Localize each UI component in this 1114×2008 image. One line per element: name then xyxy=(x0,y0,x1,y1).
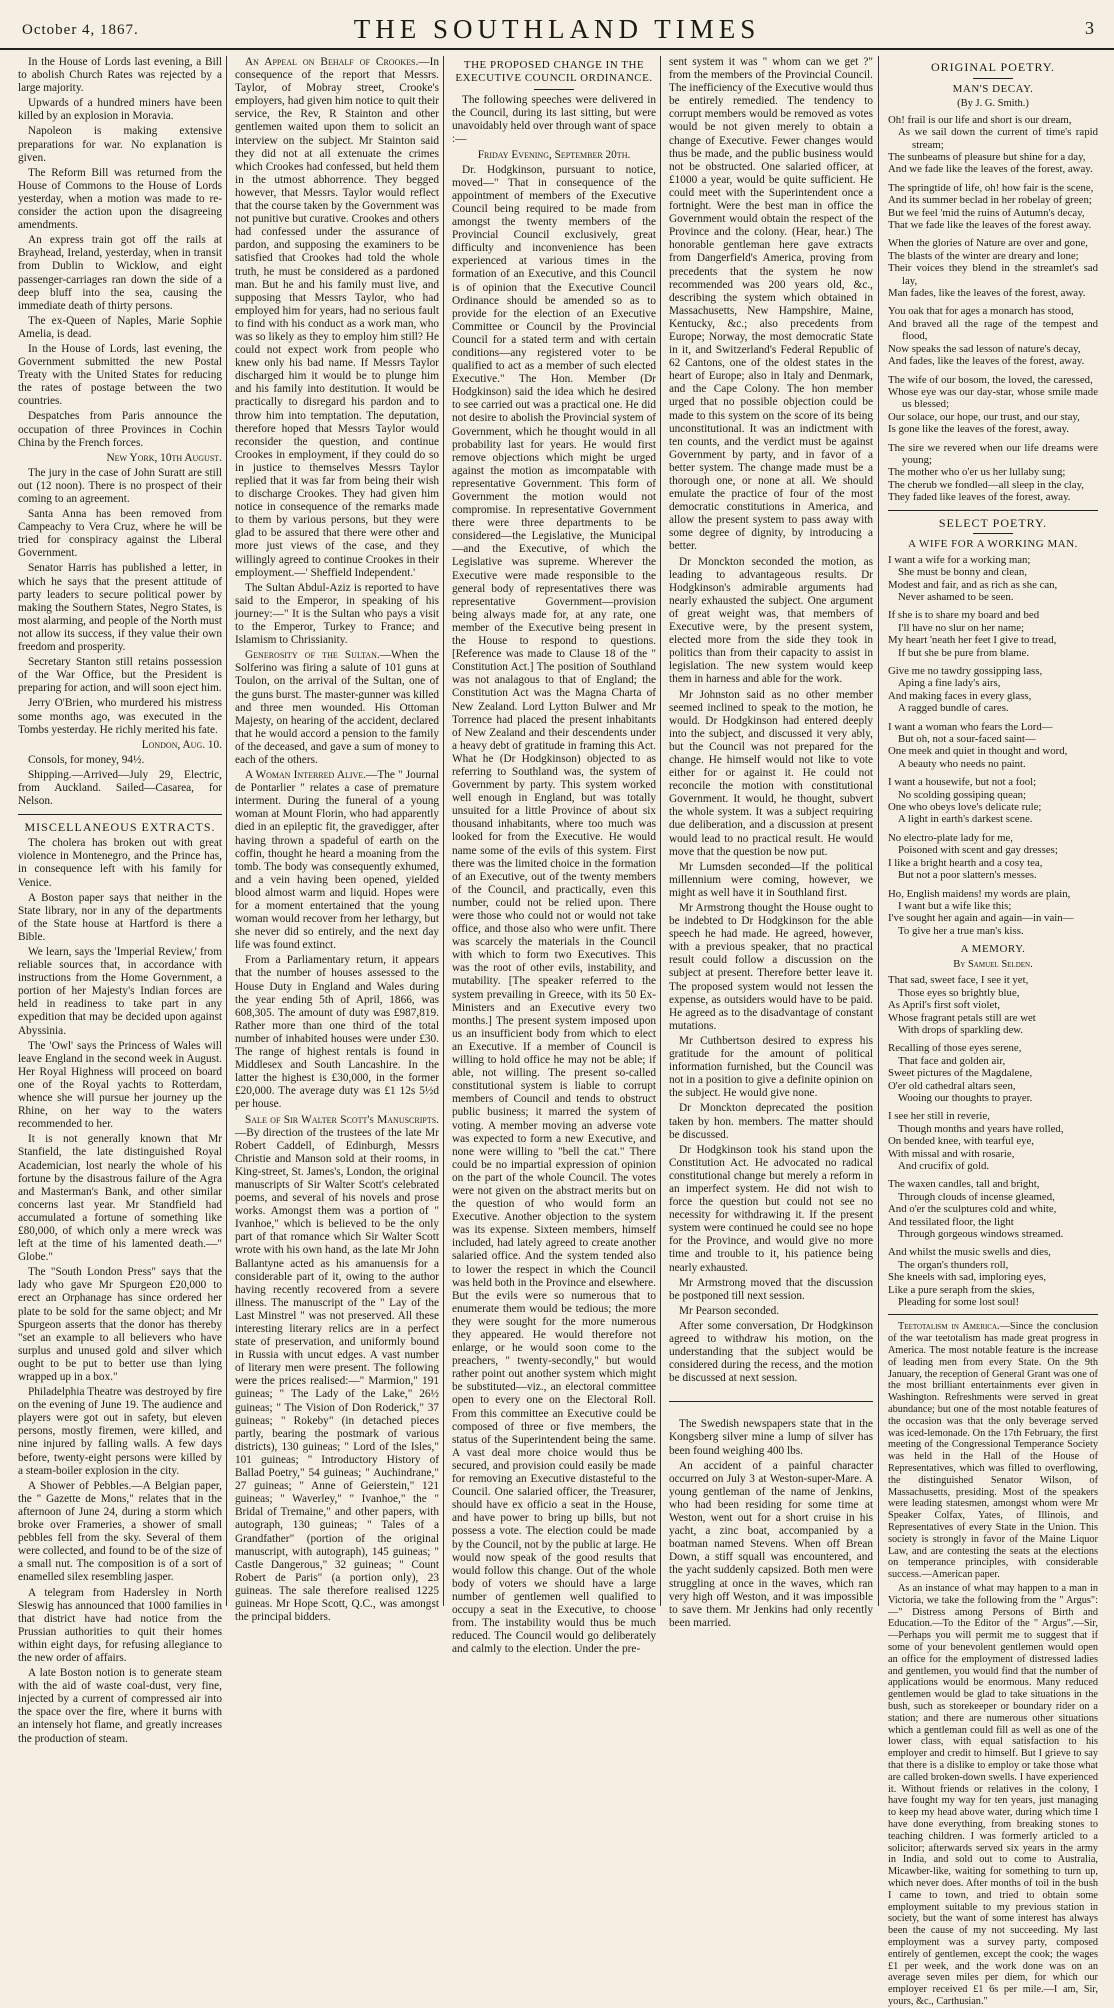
poem-line: Ho, English maidens! my words are plain, xyxy=(888,887,1071,900)
news-paragraph: After some conversation, Dr Hodgkinson agreed to withdraw his motion, on the understanding that the subject would be considered during the recess, and the motion be discussed at next session. xyxy=(669,1319,873,1385)
news-paragraph xyxy=(235,56,439,580)
column-rule xyxy=(443,56,444,1606)
section-heading: SELECT POETRY. xyxy=(938,515,1048,530)
poem-stanza xyxy=(888,554,1098,604)
poem-line: And making faces in every glass, xyxy=(888,689,1032,702)
item-text: —When the Solferino was firing a salute of 101 guns at Toulon, on the arrival of the Sultan, one of the guns burst. The master-gunner was killed and three men wounded. His Ottoman Majesty, on hearing of the accident, declared that he would accord a pension to the family of the deceased, and gave a sum of money to each of the others. xyxy=(235,649,439,766)
poem-line: With drops of sparkling dew. xyxy=(898,1023,1024,1036)
poem-line: I want a wife for a working man; xyxy=(888,553,1031,566)
news-paragraph: Mr Pearson seconded. xyxy=(679,1304,780,1317)
news-paragraph: A Shower of Pebbles.—A Belgian paper, the " Gazette de Mons," relates that in the afternoon of June 24, during a storm which broke over Frameries, a shower of small pebbles fell from the sky. Several of them were collected, and found to be of the size of a small nut. The composition is of a sort of enamelled silex resembling jasper. xyxy=(18,1479,222,1584)
poem-stanza xyxy=(888,609,1098,659)
news-paragraph: As an instance of what may happen to a man in Victoria, we take the following from the " Argus":—" Distress among Persons of Birth and Education.—To the Editor of the " Argus".—Sir,—Perhaps you will permit me to suggest that if some of your benevolent gentlemen would open an office for the employment of distressed ladies and gentlemen, you would find that the number of applications would be enormous. Many reduced gentlemen would be glad to take situations in the bush, such as storekeeper or boundary rider on a station; and there are numerous other situations which a gentleman could fill as well as one of the lower class, with equal satisfaction to his employer and credit to himself. But I grieve to say that there is a dislike to employ or take those what are called broken-down swells. I have experienced it. Without friends or relatives in the colony, I have fought my way for ten years, just managing to keep my head above water, during which time I have done everything, from breaking stones to teaching children. I was formerly articled to a solicitor; afterwards served six years in the army in India, and sold out to come to Australia, Micawber-like, waiting for something to turn up, which never does. After months of toil in the bush I came to town, and tried to obtain some employment suitable to my previous station in society, but the want of some interest has always been the cause of my not succeeding. My last employment was a survey party, composed entirely of gentlemen, except the cook; the wages £1 per week, and the work done was on an average seven miles per diem, for which our employer received £1 6s per mile.—I am, Sir, yours, &c., Carthusian." xyxy=(888,1583,1098,2007)
poem-title: A WIFE FOR A WORKING MAN. xyxy=(908,538,1078,551)
news-paragraph: An accident of a painful character occurred on July 3 at Weston-super-Mare. A young gentleman of the name of Jenkins, who had been residing for some time at Weston, went out for a short cruise in his yacht, a zinc boat, accompanied by a boatman named Stevens. When off Brean Down, a stiff squall was encountered, and the yacht suddenly capsized. Both men were struggling at once in the waves, which ran very high off Weston, and it was impossible to save them. Mr Jenkins had only recently been married. xyxy=(669,1459,873,1629)
poem-line: Though months and years have rolled, xyxy=(898,1122,1064,1135)
poem-line: And tessilated floor, the light xyxy=(888,1215,1014,1228)
item-text: —In consequence of the report that Messrs. Taylor, of Mobray street, Crooke's employers, had given him notice to quit their service, the Rev, R Stainton and other gentlemen waited upon them to solicit an interview on the subject. Mr Stainton said they did not at all extenuate the crimes which Crookes had confessed, but held them in the utmost abhorrence. They begged however, that Messrs. Taylor would reflect that the course taken by the Government was not punitive but curative. Crookes and others had confessed under the assurance of pardon, and supposing the examiners to be satisfied that Crookes had told the whole truth, he must be considered as a pardoned man. But he and his family must live, and supposing that Messrs Taylor, who had employed him for years, had no serious fault to find with his conduct as a work man, who was so likely as they to employ him still? He could not expect work from people who knew only his bad name. If Messrs Taylor discharged him it would be to plunge him and his family into destitution. It would be practically to disregard his pardon and to throw him into temptation. The deputation, therefore hoped that Messrs Taylor would reconsider the question, and continue Crookes in employment, if they could do so in justice to themselves Messrs Taylor replied that it was far from being their wish to discharge Crookes. They had given him notice in consequence of the remarks made to them by various persons, but they were glad to be assured that there were other and more just views of the case, and they willingly agreed to continue Crookes in their employment.—' Sheffield Independent.' xyxy=(235,56,439,579)
poem-line: One who obeys love's delicate rule; xyxy=(888,801,1042,814)
poem-line: You oak that for ages a monarch has stood, xyxy=(888,305,1074,318)
poem-line: The wife of our bosom, the loved, the caressed, xyxy=(888,373,1093,386)
poem-line: Sweet pictures of the Magdalene, xyxy=(888,1067,1033,1080)
page-number: 3 xyxy=(1085,18,1094,38)
poem-line: Now speaks the sad lesson of nature's decay, xyxy=(888,342,1081,355)
poem-line: Through clouds of incense gleamed, xyxy=(898,1190,1055,1203)
poem-line: The blasts of the winter are dreary and lone; xyxy=(888,249,1079,262)
news-paragraph: The 'Owl' says the Princess of Wales will leave England in the second week in August. Her Royal Highness will proceed on board one of the Royal yachts to Rotterdam, whence she will pursue her journey up the Rhine, on her way to the waters recommended to her. xyxy=(18,1039,222,1131)
poem-stanza xyxy=(888,888,1098,938)
divider xyxy=(973,533,1013,534)
news-paragraph: The Reform Bill was returned from the House of Commons to the House of Lords yesterday, when a motion was made to re-consider the action upon the disagreeing amendments. xyxy=(18,166,222,232)
news-paragraph: Dr Hodgkinson took his stand upon the Constitution Act. He advocated no radical constitutional change but merely a reform in an imperfect system. He did not wish to force the question but could not see no necessity for withdrawing it. If the present system were continued he could see no hope for the Province, and would give no more time and trouble to it, his patience being nearly exhausted. xyxy=(669,1143,873,1274)
news-paragraph: The jury in the case of John Suratt are still out (12 noon). There is no prospect of their coming to an agreement. xyxy=(18,466,222,505)
news-paragraph: Secretary Stanton still retains possession of the War Office, but the President is preparing for action, and will soon eject him. xyxy=(18,656,222,695)
item-text: —The " Journal de Pontarlier " relates a case of premature interment. During the funeral of a young woman at Mount Florin, who had apparently died in an epileptic fit, the gravedigger, after having thrown a spadeful of earth on the coffin, thought he heard a moaning from the tomb. The body was consequently exhumed, and a vein having been opened, yielded blood almost warm and liquid. Hopes were for a moment entertained that the young woman would recover from her lethargy, but she never did so entirely, and the next day life was found extinct. xyxy=(235,769,439,952)
poem-line: As we sail down the current of time's rapid stream; xyxy=(898,126,1098,151)
poem-stanza xyxy=(888,1110,1098,1172)
section-heading: ORIGINAL POETRY. xyxy=(930,60,1055,74)
poem-line: Modest and fair, and as rich as she can, xyxy=(888,578,1058,591)
poem-line: That sad, sweet face, I see it yet, xyxy=(888,974,1029,987)
poem-line: Wooing our thoughts to prayer. xyxy=(898,1091,1033,1104)
poem-line: A beauty who needs no paint. xyxy=(898,757,1026,770)
poem-line: I want a woman who fears the Lord— xyxy=(888,720,1053,733)
column-rule xyxy=(878,56,879,1606)
news-paragraph: Consols, for money, 94½. xyxy=(28,753,145,766)
news-paragraph: Shipping.—Arrived—July 29, Electric, from Auckland. Sailed—Casarea, for Nelson. xyxy=(18,768,222,808)
divider xyxy=(973,78,1013,79)
divider xyxy=(888,1314,1098,1315)
poem-line: As April's first soft violet, xyxy=(888,999,1001,1012)
poem-stanza xyxy=(888,442,1098,504)
item-title: An Appeal on Behalf of Crookes. xyxy=(245,56,419,68)
news-paragraph xyxy=(235,769,439,952)
news-paragraph: Santa Anna has been removed from Campeachy to Vera Cruz, where he will be tried for conspiracy against the Liberal Government. xyxy=(18,508,222,560)
poem-line: With missal and with rosarie, xyxy=(888,1147,1015,1160)
poem-line: The cherub we fondled—all sleep in the clay, xyxy=(888,478,1084,491)
poem-stanza xyxy=(888,776,1098,826)
news-paragraph: The "South London Press" says that the lady who gave Mr Spurgeon £20,000 to erect an Orphanage has since ordered her plate to be sold for the same object; and Mr Spurgeon asserts that the donor has thereby "set an example to all believers who have surplus and unused gold and silver which ought to be put to better use than lying wrapped up in a box." xyxy=(18,1266,222,1383)
poem-line: And o'er the sculptures cold and white, xyxy=(888,1203,1057,1216)
news-paragraph: Dr Monckton deprecated the position taken by hon. members. The matter should be discussed. xyxy=(669,1102,873,1141)
poem-line: Our solace, our hope, our trust, and our stay, xyxy=(888,410,1080,423)
news-paragraph: Dr. Hodgkinson, pursuant to notice, moved—" That in consequence of the appointment of members of the Executive Council being required to be made from amongst the twenty members of the Provincial Council exclusively, great difficulty and inconvenience has been experienced at various times in the formation of an Executive, and this Council is of opinion that the Executive Council Ordinance should be amended so as to provide for the election of an Executive Committee or Council by the Provincial Council for a stated term and with certain conditions—any registered voter to be qualified to act as a member of such elected Executive." The Hon. Member (Dr Hodgkinson) said the idea which he desired to see carried out was a practical one. He did not desire to abolish the Provincial system of Government, which he thought would in all probability last for years. He would first remove objections which might be urged against the motion as imcompatable with representative Government. This form of Government the motion would not compromise. In representative Government there were three departments to be considered—the Legislative, the Municipal—and the Executive, of which the Legislative was supreme. Wherever the Executive were made responsible to the general body of representatives there was representative Government—provision being always made for, at any rate, one member of the Executive being present in the House to respond to questions. [Reference was made to Clause 18 of the " Constitution Act.] The position of Southland was not analagous to that of England; the Constitution Act was the Magna Charta of New Zealand. Lord Lytton Bulwer and Mr Torrence had placed the present inhabitants of New Zealand and their descendents under a heavy debt of gratitude in framing this Act. What he (Dr Hodgkinson) objected to as referring to Southland was, the system of Government by party. This system worked well enough in England, but was totally unsuited for a little Province of about six thousand inhabitants, where too much was looked for from the Executive. He would name some of the evils of this system. First there was the limited choice in the formation of an Executive, out of the twenty members of the Council, and practically, even this number, could not be relied upon. There were those who could not or would not take office, and those also who were unfit. There was scarcely the materials in the Council with which to form two Executives. This was the root of other evils, instability, and mutability. [The speaker referred to the system prevailing in Greece, with its 50 Ex-Ministers and an Executive every two months.] The present system imposed upon us an insufficient body from which to elect an Executive. If a member of Council is willing to hold office he may not be able; if able, not willing. The present so-called constitutional system is liable to corrupt members of Council and tends to obstruct public business; it marred the system of voting. A member moving an adverse vote was expected to form a new Executive, and none were willing to "bell the cat." There could be no impartial expression of opinion on the part of the whole Council. The votes were not given on the abstract merits but on the question of who would form an Executive. Another objection to the system was its expense. Sixteen members, himself included, had lately agreed to create another salaried office. And the system tended also to lower the respect in which the Council was held both in the Province and elsewhere. But the evils were so numerous that to enumerate them would be tedious; the more they were sought for the more numerous they appeared. He would therefore not enlarge, or he would soon come to the preachers, " twenty-secondly," but would rather point out another system which might be substituted—viz., an electoral committee open to every one on the Electoral Roll. From this committee an Executive could be composed of three or five members, the status of the Superintendent being the same. A vast deal more choice would thus be secured, and provision could easily be made for removing an Executive distasteful to the Council. One salaried officer, the Treasurer, should have ex officio a seat in the House, and have power to bring up bills, but not possess a vote. The election could be made by the Council, not by the public at large. He would now speak of the good results that would follow this change. Out of the whole body of voters we should have a large number of gentlemen well qualified to occupy a seat in the Executive, to choose from. The instability would thus be much reduced. The Council would go deliberately and calmly to the election. Under the pre- xyxy=(452,163,656,1656)
poem-line: I want a housewife, but not a fool; xyxy=(888,776,1037,789)
poem-stanza xyxy=(888,721,1098,771)
poem-line: And braved all the rage of the tempest and flood, xyxy=(888,317,1098,343)
poem-stanza xyxy=(888,1042,1098,1104)
poem-stanza xyxy=(888,305,1098,367)
poem-line: They faded like leaves of the forest, away. xyxy=(888,491,1071,504)
poem-stanza xyxy=(888,237,1098,299)
news-paragraph: Senator Harris has published a letter, in which he says that the present attitude of party leaders to secure political power by making the Southern States, Negro States, is most alarming, and people of the North must not allow its success, if they value their own freedom and prosperity. xyxy=(18,562,222,654)
poem-line: No electro-plate lady for me, xyxy=(888,831,1014,844)
poem-line: But oh, not a sour-faced saint— xyxy=(898,733,1036,746)
poem-line: Pleading for some lost soul! xyxy=(898,1296,1020,1309)
poem-stanza xyxy=(888,182,1098,232)
column-rule xyxy=(660,56,661,1606)
poem-line: Their voices they blend in the streamlet's sad lay, xyxy=(888,262,1098,287)
poem-line: But we feel 'mid the ruins of Autumn's decay, xyxy=(888,206,1085,219)
news-paragraph: We learn, says the 'Imperial Review,' from reliable sources that, in accordance with instructions from the Home Government, a portion of her Majesty's Indian forces are held in readiness to take part in any expedition that may be decided upon against Abyssinia. xyxy=(18,946,222,1037)
poem-line: And its summer beclad in her robelay of green; xyxy=(888,194,1092,207)
poem-line: She kneels with sad, imploring eyes, xyxy=(888,1271,1047,1284)
poem-line: And whilst the music swells and dies, xyxy=(888,1246,1051,1259)
news-paragraph: Mr Armstrong thought the House ought to be indebted to Dr Hodgkinson for the able speech he had made. He agreed, however, with a previous speaker, that no practical result could follow a discussion on the subject at present. Therefore better leave it. The proposed system would not lessen the expense, as outsiders would have to be paid. He agreed as to the disadvantage of constant mutations. xyxy=(669,902,873,1032)
news-paragraph xyxy=(235,1114,439,1625)
poem-line: That face and golden air, xyxy=(898,1054,1006,1067)
divider xyxy=(669,1401,873,1402)
poem-stanza xyxy=(888,1178,1098,1240)
poem-line: Man fades, like the leaves of the forest, away. xyxy=(888,287,1086,300)
column-1 xyxy=(18,56,222,1745)
poem-line: The sire we revered when our life dreams were young; xyxy=(888,441,1098,466)
issue-date: October 4, 1867. xyxy=(22,22,139,38)
poem-line: Recalling of those eyes serene, xyxy=(888,1042,1022,1055)
poem-line: No scolding gossiping quean; xyxy=(898,788,1027,801)
item-title: Generosity of the Sultan. xyxy=(245,649,380,662)
news-paragraph: The Swedish newspapers state that in the Kongsberg silver mine a lump of silver has been found weighing 400 lbs. xyxy=(669,1418,873,1457)
news-paragraph: The following speeches were delivered in the Council, during its last sitting, but were unavoidably held over through want of space :— xyxy=(452,94,656,146)
item-title: A Woman Interred Alive. xyxy=(245,769,367,782)
masthead xyxy=(0,0,1114,50)
news-paragraph: Mr Lumsden seconded—If the political millennium were coming, however, we might as well have it in Southland first. xyxy=(669,860,873,899)
poem-line: I've sought her again and again—in vain— xyxy=(888,912,1074,925)
poem-line: The waxen candles, tall and bright, xyxy=(888,1178,1040,1191)
column-2 xyxy=(235,56,439,1624)
news-paragraph: Jerry O'Brien, who murdered his mistress some months ago, was executed in the Tombs yesterday. He richly merited his fate. xyxy=(18,697,222,736)
poem-line: The sunbeams of pleasure but shine for a day, xyxy=(888,151,1086,163)
poem-line: Through gorgeous windows streamed. xyxy=(898,1228,1064,1241)
news-paragraph: Upwards of a hundred miners have been killed by an explosion in Moravia. xyxy=(18,97,222,123)
poem-title: MAN'S DECAY. xyxy=(952,82,1034,95)
news-paragraph: A telegram from Hadersley in North Sleswig has announced that 1000 families in that district have had notice from the Prussian authorities to quit their homes within eight days, for refusing allegiance to the new order of affairs. xyxy=(18,1586,222,1664)
section-heading: MISCELLANEOUS EXTRACTS. xyxy=(24,820,216,835)
poem-line: And we fade like the leaves of the forest, away. xyxy=(888,163,1093,176)
item-title: Teetotalism in America. xyxy=(898,1321,1000,1333)
poem-line: I see her still in reverie, xyxy=(888,1110,990,1123)
poem-stanza xyxy=(888,374,1098,436)
poem-line: On bended knee, with tearful eye, xyxy=(888,1135,1035,1148)
poem-line: The springtide of life, oh! how fair is the scene, xyxy=(888,181,1094,194)
news-paragraph: Despatches from Paris announce the occupation of three Provinces in Cochin China by the French forces. xyxy=(18,410,222,449)
news-paragraph: Philadelphia Theatre was destroyed by fire on the evening of June 19. The audience and players were got out in safety, but eleven persons, mostly firemen, were killed, and nine injured by falling walls. A few days before, twenty-eight persons were killed by a steam-boiler explosion in the city. xyxy=(18,1386,222,1477)
item-text: —Since the conclusion of the war teetotalism has made great progress in America. The most notable feature is the increase of leading men from every State. On the 9th January, the reception of General Grant was one of the most brilliant entertainments ever given in Washington. Refreshments were served in great abundance; but one of the most notable features of the occasion was that the only beverage served was iced-lemonade. On the 17th February, the first meeting of the Congressional Temperance Society was held in the Hall of the House of Representatives, which was filled to overflowing, the distinguished Senator Wilson, of Massachusetts, presiding. Most of the speakers were leading statesmen, amongst whom were Mr Speaker Colfax, Yates, of Illinois, and Representatives of every State in the Union. This society is strongly in favor of the Maine Liquor Law, and are contesting the seats at the elections on temperance principles, with considerable success.—American paper. xyxy=(888,1321,1098,1581)
poem-line: Whose fragrant petals still are wet xyxy=(888,1011,1036,1024)
news-paragraph xyxy=(235,649,439,767)
poem-line: I want but a wife like this; xyxy=(898,899,1012,912)
news-paragraph: Mr Armstrong moved that the discussion be postponed till next session. xyxy=(669,1276,873,1302)
poem-line: Poisoned with scent and gay dresses; xyxy=(898,844,1058,857)
poem-stanza xyxy=(888,832,1098,882)
poem-line: The mother who o'er us her lullaby sung; xyxy=(888,466,1066,479)
poem-stanza xyxy=(888,974,1098,1036)
news-paragraph: The Sultan Abdul-Aziz is reported to have said to the Emperor, in speaking of his journey:—" It is the Sultan who pays a visit to the Emperor, Turkey to France; and Islamism to Chrissianity. xyxy=(235,581,439,647)
poem-line: Give me no tawdry gossipping lass, xyxy=(888,665,1043,677)
poem-line: If but she be pure from blame. xyxy=(898,646,1030,659)
poem-line: A ragged bundle of cares. xyxy=(898,702,1009,715)
poem-line: One meek and quiet in thought and word, xyxy=(888,745,1068,758)
news-paragraph: It is not generally known that Mr Stanfield, the late distinguished Royal Academician, lost nearly the whole of his fortune by the disastrous failure of the Agra and Masterman's Bank, and other similar concerns last year. Mr Standfield had accumulated a fortune of something like £80,000, of which only a mere wreck was left at the time of his lamented death.—" Globe." xyxy=(18,1133,222,1264)
poem-author: (By J. G. Smith.) xyxy=(957,98,1029,110)
poem-line: That we fade like the leaves of the forest away. xyxy=(888,219,1092,232)
news-paragraph: A late Boston notion is to generate steam with the aid of waste coal-dust, very fine, injected by a current of compressed air into the space over the fire, where it burns with an intensely hot flame, and greatly increases the production of steam. xyxy=(18,1667,222,1745)
poem-stanza xyxy=(888,665,1098,715)
divider xyxy=(534,89,574,90)
dateline: London, Aug. 10. xyxy=(141,738,222,751)
poem-line: And crucifix of gold. xyxy=(898,1160,990,1172)
poem-author: By Samuel Selden. xyxy=(953,958,1033,970)
news-paragraph: Dr Monckton seconded the motion, as leading to advantageous results. Dr Hodgkinson's admirable arguments had nearly exhausted the subject. One argument of great weight was, that members of Executive were, by the present system, elected more from the side they took in politics than from their capacity to assist in legislation. The new system would keep them in harness and able for the work. xyxy=(669,555,873,686)
poem-line: The organ's thunders roll, xyxy=(898,1258,1009,1271)
news-paragraph: Mr Johnston said as no other member seemed inclined to speak to the motion, he would. Dr Hodgkinson had entered deeply into the subject, and discussed it very ably, but the Council was not prepared for the change. He himself would not like to vote either for or against it. He could not reconcile the motion with constitutional Government. It would, he thought, subvert the whole system. It was a subject requiring due deliberation, and a discussion at present would lead to no practical result. He would move that the question be now put. xyxy=(669,688,873,858)
poem-line: If she is to share my board and bed xyxy=(888,609,1040,622)
poem-line: O'er old cathedral altars seen, xyxy=(888,1079,1016,1092)
column-5 xyxy=(888,56,1098,2007)
item-text: —By direction of the trustees of the late Mr Robert Caddell, of Edinburgh, Messrs Christie and Manson sold at their rooms, in King-street, St. James's, London, the original manuscripts of Sir Walter Scott's celebrated poems, and several of his novels and prose works. Amongst them was a portion of " Ivanhoe," which is believed to be the only part of that romance which Sir Walter Scott wrote with his own hand, as the late Mr John Ballantyne acted as his amanuensis for a considerable part of it, owing to the author having recently recovered from a severe illness. The manuscript of the " Lay of the Last Minstrel " was not preserved. All these interesting literary relics are in a perfect state of preservation, and uniformly bound in Russia with uncut edges. A vast number of literary men were present. The following were the prices realised:—" Marmion," 191 guineas; " The Lady of the Lake," 26½ guineas; " The Vision of Don Roderick," 37 guineas; " Rokeby" (in detached pieces partly, bearing the postmark of various districts), 130 guineas; " Lord of the Isles," 101 guineas; " Introductory History of Ballad Poetry," 54 guineas; " Auchindrane," 27 guineas; " Anne of Geierstein," 121 guineas; " Waverley," " Ivanhoe," the " Bridal of Tremaine," and other papers, with autograph, 130 guineas; " Tales of a Grandfather" (portion of the original manuscript, with autograph), 145 guineas; " Castle Dangerous," 32 guineas; " Count Robert de Paris" (a portion only), 23 guineas. The sale therefore realised 1225 guineas. Mr Hope Scott, Q.C., was amongst the principal bidders. xyxy=(235,1126,439,1624)
poem-line: She must be bonny and clean, xyxy=(898,566,1027,579)
poem-line: I like a bright hearth and a cosy tea, xyxy=(888,856,1043,869)
divider xyxy=(18,814,222,815)
news-paragraph: The ex-Queen of Naples, Marie Sophie Amelia, is dead. xyxy=(18,314,222,340)
divider xyxy=(888,510,1098,511)
dateline: New York, 10th August. xyxy=(106,451,222,464)
poem-line: Is gone like the leaves of the forest, away. xyxy=(888,423,1069,436)
poem-line: Never ashamed to be seen. xyxy=(898,590,1014,603)
news-paragraph: An express train got off the rails at Brayhead, Ireland, yesterday, when in transit from Dublin to Wicklow, and eight passenger-carriages ran down the side of a deep bluff into the sea, causing the immediate death of thirty persons. xyxy=(18,234,222,312)
newspaper-title: THE SOUTHLAND TIMES xyxy=(353,14,761,44)
poem-line: A light in earth's darkest scene. xyxy=(898,813,1033,826)
news-paragraph: Napoleon is making extensive preparations for war. No explanation is given. xyxy=(18,125,222,164)
news-paragraph: In the House of Lords, last evening, the Government submitted the new Postal Treaty with the United States for reducing the rates of postage between the two countries. xyxy=(18,342,222,408)
news-paragraph: In the House of Lords last evening, a Bill to abolish Church Rates was rejected by a large majority. xyxy=(18,56,222,95)
column-rule xyxy=(226,56,227,1606)
poem-title: A MEMORY. xyxy=(960,943,1026,956)
poem-line: My heart 'neath her feet I give to tread, xyxy=(888,634,1057,647)
poem-line: Those eyes so brightly blue, xyxy=(898,986,1020,999)
news-paragraph: From a Parliamentary return, it appears that the number of houses assessed to the House Duty in England and Wales during the year ending 5th of April, 1866, was 608,305. The amount of duty was £987,819. Rather more than one third of the total number of inhabited houses were under £30. The range of highest rentals is found in Middlesex and South Lancashire. In the latter the highest is £30,000, in the former £20,000. The average duty was £1 12s 5½d per house. xyxy=(235,954,439,1111)
news-paragraph: sent system it was " whom can we get ?" from the members of the Provincial Council. The inefficiency of the Executive would thus be entirely remedied. The tendency to corrupt members would be removed as votes would be not given merely to obtain a change of Executive. Fewer changes would thus be made, and the public business would not be obstructed. One salaried officer, at £1000 a year, would be quite sufficient. He could meet with the Superintendent once a fortnight. Were the best man in office the Government would obtain the respect of the Province and the colony. (Hear, hear.) The honorable gentleman here gave extracts from Dangerfield's America, proving from precedents that the system he now recommended was 200 years old, &c., describing the system which obtained in Massachusetts, New Hampshire, Maine, Kentucky, &c.; also precedents from Europe; Norway, the most democratic State in it, and Switzerland's Federal Republic of 62 Cantons, one of the oldest states in the heart of Europe; also in Italy and Denmark, and the Cape Colony. The hon member urged that no possible objection could be made to this system on the score of its being unconstitutional. It was an indictment with ten counts, and the verdict must be against Government by party, and in favor of a better system. The change made must be a thorough one, or none at all. We should emulate the practice of four of the most democratic constitutions in America, and allow the present system to pass away with some degree of dignity, by introducing a better. xyxy=(669,56,873,553)
news-paragraph xyxy=(888,1321,1098,1581)
poem-stanza xyxy=(888,1246,1098,1308)
poem-line: Whose eye was our day-star, whose smile made us blessed; xyxy=(888,385,1098,411)
poem-line: To give her a true man's kiss. xyxy=(898,924,1024,937)
poem-line: And fades, like the leaves of the forest, away. xyxy=(888,355,1085,368)
news-paragraph: A Boston paper says that neither in the State library, nor in any of the departments of the State house at Hartford is there a Bible. xyxy=(18,891,222,943)
dateline: Friday Evening, September 20th. xyxy=(477,148,631,161)
column-3 xyxy=(452,56,656,1656)
poem-line: Oh! frail is our life and short is our dream, xyxy=(888,113,1072,126)
article-heading: THE PROPOSED CHANGE IN THE EXECUTIVE COUNCIL ORDINANCE. xyxy=(455,59,653,85)
item-title: Sale of Sir Walter Scott's Manuscripts. xyxy=(245,1113,439,1126)
news-paragraph: The cholera has broken out with great violence in Montenegro, and the Prince has, in consequence left with his family for Venice. xyxy=(18,837,222,889)
column-4 xyxy=(669,56,873,1629)
poem-line: Like a pure seraph from the skies, xyxy=(888,1283,1035,1296)
poem-stanza xyxy=(888,114,1098,176)
poem-line: I'll have no slur on her name; xyxy=(898,621,1025,634)
poem-line: But not a poor slattern's messes. xyxy=(898,869,1037,882)
poem-line: When the glories of Nature are over and gone, xyxy=(888,237,1088,250)
poem-line: Aping a fine lady's airs, xyxy=(898,677,1001,690)
news-paragraph: Mr Cuthbertson desired to express his gratitude for the amount of political information furnished, but the Council was not in a position to give a definite opinion on the subject. He would give none. xyxy=(669,1034,873,1100)
